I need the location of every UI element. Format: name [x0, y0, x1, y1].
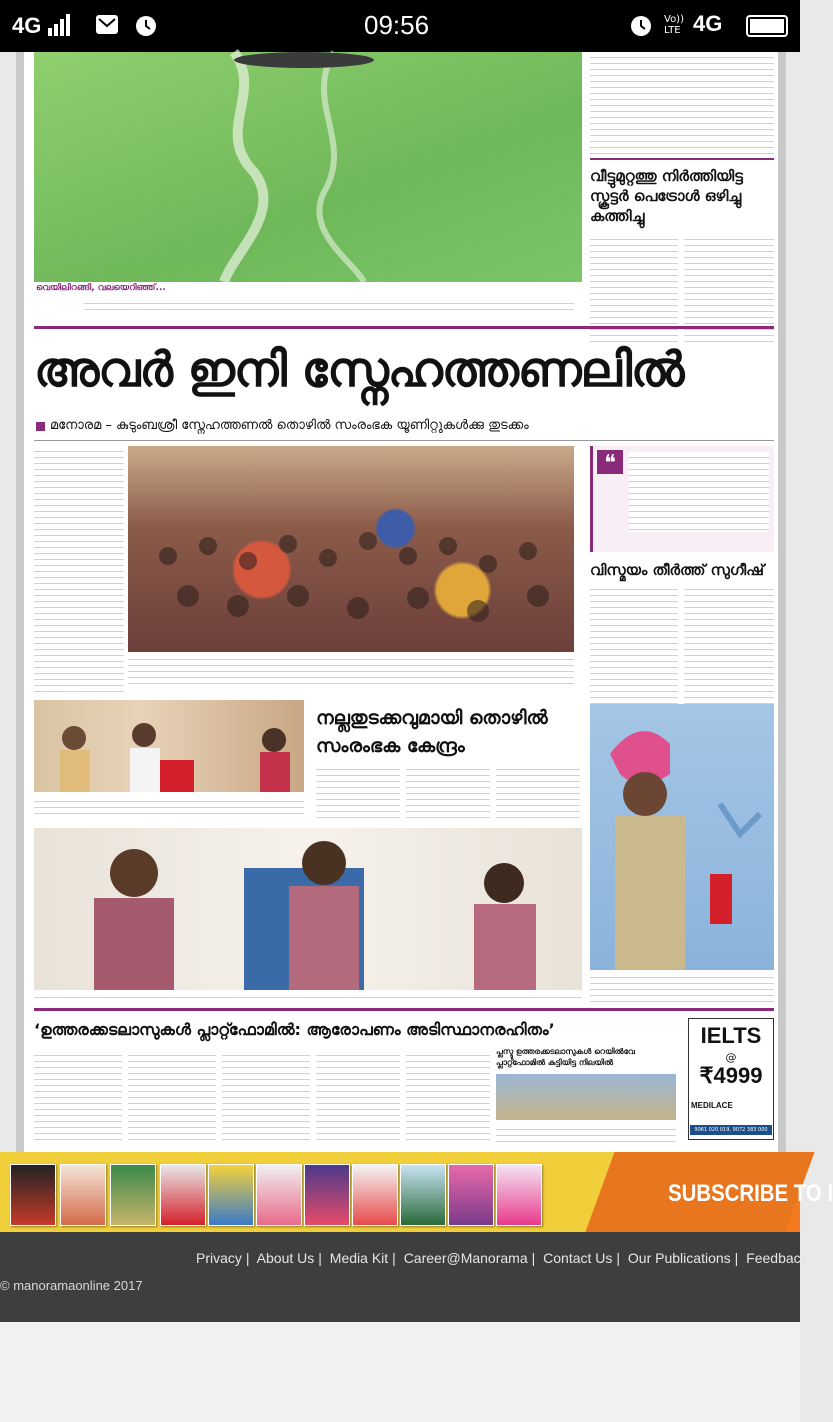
ad-title: IELTS: [700, 1023, 762, 1048]
magazine-cover[interactable]: [304, 1164, 350, 1226]
footer-link-career[interactable]: Career@Manorama: [403, 1250, 528, 1266]
article-text: [406, 1050, 490, 1142]
magazine-cover[interactable]: [352, 1164, 398, 1226]
caption-text: [128, 654, 574, 684]
magazine-cover[interactable]: [10, 1164, 56, 1226]
article-text: [222, 1050, 310, 1142]
crowd-photo: [128, 446, 574, 652]
bottom-headline[interactable]: ‘ഉത്തരക്കടലാസുകൾ പ്ലാറ്റ്ഫോമിൽ: ആരോപണം അടിസ്ഥാനരഹിതം’: [34, 1020, 555, 1039]
caption-text: [590, 972, 774, 1002]
article-text: [128, 1050, 216, 1142]
bottom-subheadline: പ്ലസ്ടു ഉത്തരക്കടലാസുകൾ റെയിൽവേ പ്ലാറ്റ്ഫോമിൽ കുട്ടിയിട്ട നിലയിൽ: [496, 1047, 635, 1067]
magazine-cover[interactable]: [208, 1164, 254, 1226]
alarm-icon: [133, 12, 159, 38]
mail-icon: [95, 13, 119, 37]
footer-link-about[interactable]: About Us: [256, 1250, 315, 1266]
magazine-cover[interactable]: [496, 1164, 542, 1226]
network-indicator-right: 4G: [693, 11, 723, 36]
page-blank-area: [0, 1322, 800, 1422]
section-divider: [34, 326, 774, 329]
caption-text: [496, 1124, 676, 1142]
ielts-ad[interactable]: [688, 1018, 774, 1140]
magazine-cover[interactable]: [256, 1164, 302, 1226]
footer-link-feedback[interactable]: Feedback: [746, 1250, 808, 1266]
copyright: © manoramaonline 2017: [0, 1278, 143, 1293]
article-text: [34, 446, 124, 696]
railway-photo: [496, 1074, 676, 1120]
singers-photo: [34, 828, 582, 990]
divider: [590, 158, 774, 160]
footer-link-media-kit[interactable]: Media Kit: [329, 1250, 389, 1266]
caption-text: [34, 992, 582, 1002]
caption-text: [34, 796, 304, 816]
article-text: [684, 584, 774, 704]
status-bar: [0, 0, 800, 52]
ad-at: @: [725, 1051, 737, 1064]
magazine-cover[interactable]: [448, 1164, 494, 1226]
caption-text: [84, 298, 574, 314]
clock-time: 09:56: [364, 10, 430, 40]
subscribe-banner[interactable]: [0, 1152, 833, 1232]
article-text: [590, 584, 678, 704]
ad-brand: MEDILACE: [691, 1101, 733, 1110]
bullet-icon: [36, 422, 45, 431]
quote-icon: ❝: [597, 450, 623, 474]
signal-icon: [48, 14, 74, 36]
scooter-headline[interactable]: വീട്ടുമുറ്റത്തു നിർത്തിയിട്ട സ്കൂട്ടർ പെട്രോൾ ഒഴിച്ചു കത്തിച്ചു: [590, 167, 743, 225]
magazine-cover[interactable]: [110, 1164, 156, 1226]
stall-photo: [34, 700, 304, 792]
subscribe-label[interactable]: SUBSCRIBE TO I: [668, 1180, 833, 1207]
magician-photo: [590, 704, 774, 970]
section-divider: [34, 1008, 774, 1011]
magazine-cover[interactable]: [60, 1164, 106, 1226]
footer-link-privacy[interactable]: Privacy: [196, 1250, 242, 1266]
footer-links: Privacy | About Us | Media Kit | Career@Manorama | Contact Us | Our Publications | Feedback: [196, 1250, 808, 1266]
battery-icon: [746, 15, 788, 37]
footer-link-contact[interactable]: Contact Us: [543, 1250, 613, 1266]
article-text: [34, 1050, 122, 1142]
article-text: [406, 764, 490, 820]
quote-text: [629, 452, 769, 532]
network-indicator: 4G: [12, 13, 42, 38]
article-text: [316, 764, 400, 820]
alarm-icon-right: [628, 12, 654, 38]
footer-link-publications[interactable]: Our Publications: [627, 1250, 731, 1266]
divider: [34, 440, 774, 441]
magazine-cover[interactable]: [400, 1164, 446, 1226]
subheadline: മനോരമ – കുടുംബശ്രീ സ്നേഹത്തണൽ തൊഴിൽ സംരംഭക യൂണിറ്റുകൾക്കു തുടക്കം: [50, 418, 529, 433]
epaper-page[interactable]: [16, 52, 786, 1152]
main-headline[interactable]: അവർ ഇനി സ്നേഹത്തണലിൽ: [34, 342, 684, 398]
magazine-cover[interactable]: [160, 1164, 206, 1226]
section-headline[interactable]: നല്ലതുടക്കവുമായി തൊഴിൽ സംരംഭക കേന്ദ്രം: [316, 707, 548, 757]
lake-photo: [34, 52, 582, 282]
article-text-top-right: [590, 52, 774, 156]
volte-indicator: Vo)) LTE: [664, 14, 684, 36]
top-photo-caption: വെയിലിറങ്ങി, വലയെറിഞ്ഞ്...: [36, 283, 166, 293]
article-text: [316, 1050, 400, 1142]
ad-price: ₹4999: [699, 1063, 763, 1088]
site-footer: [0, 1232, 808, 1322]
article-text: [496, 764, 580, 820]
quote-box: [590, 446, 774, 552]
side-headline[interactable]: വിസ്മയം തീർത്ത് സുഗീഷ്: [590, 561, 764, 579]
ad-phone: 9061 020 019, 9072 383 000: [690, 1125, 772, 1135]
